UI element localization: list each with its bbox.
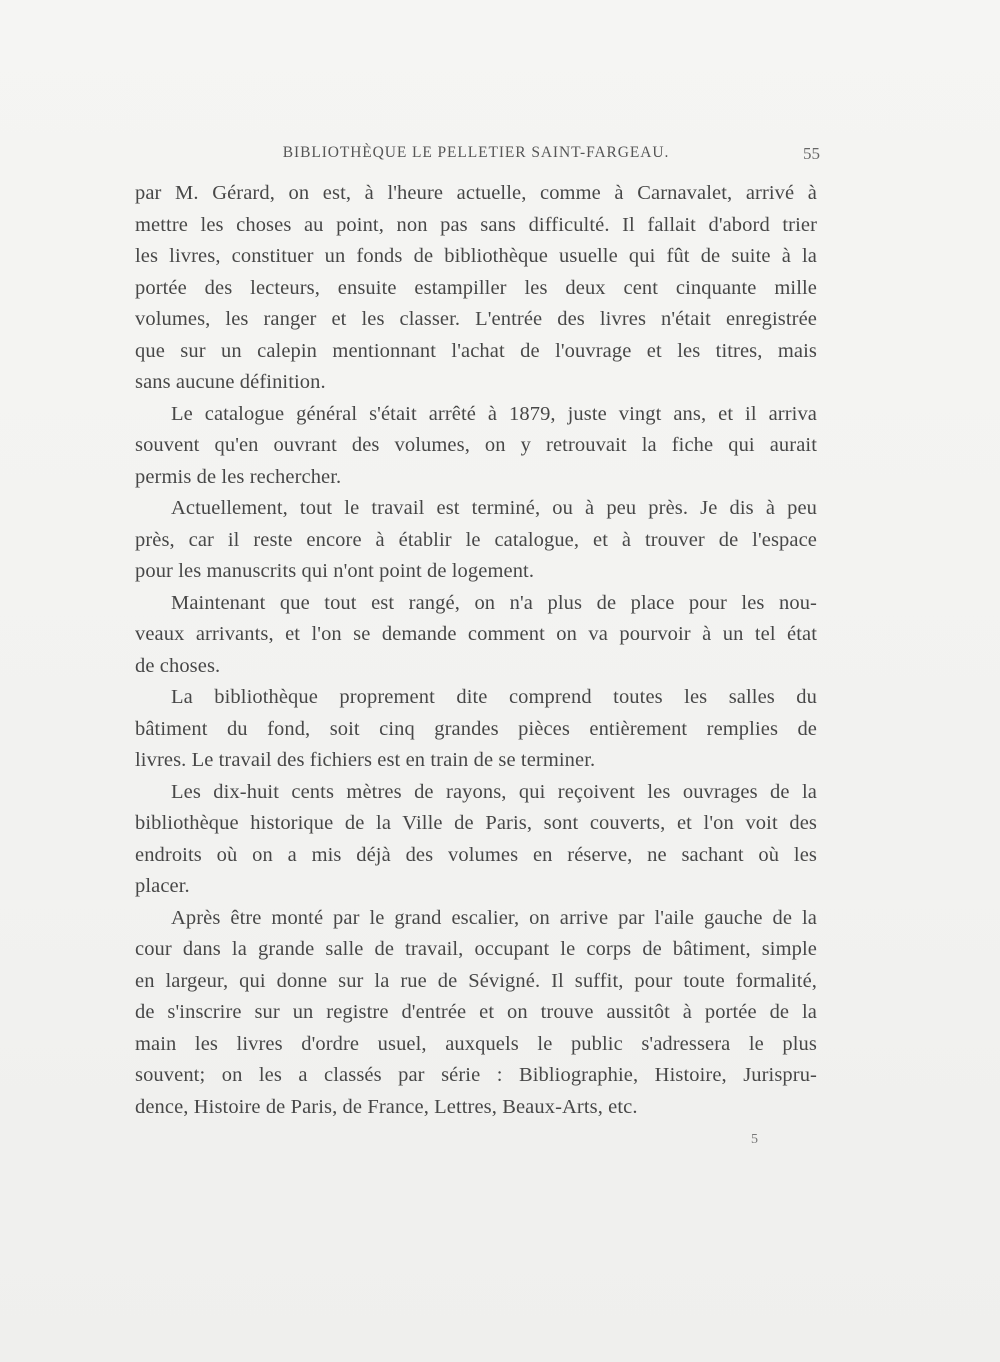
text-line: veaux arrivants, et l'on se demande comment on va pourvoir à un tel état (135, 623, 817, 645)
paragraph (135, 588, 817, 683)
running-head (135, 144, 820, 168)
text-line: livres. Le travail des fichiers est en train de se terminer. (135, 749, 596, 771)
text-line: permis de les rechercher. (135, 465, 342, 488)
text-line: de s'inscrire sur un registre d'entrée et on trouve aussitôt à portée de la (135, 1001, 817, 1023)
text-line: Après être monté par le grand escalier, on arrive par l'aile gauche de la (171, 906, 817, 929)
paragraph (135, 399, 817, 494)
text-line: souvent; on les a classés par série : Bibliographie, Histoire, Jurispru- (135, 1064, 817, 1086)
text-line: Actuellement, tout le travail est terminé, ou à peu près. Je dis à peu (171, 497, 817, 519)
body-text (135, 178, 817, 1123)
text-line: de choses. (135, 654, 221, 677)
paragraph (135, 777, 817, 903)
text-line: que sur un calepin mentionnant l'achat de l'ouvrage et les titres, mais (135, 339, 817, 362)
text-line: souvent qu'en ouvrant des volumes, on y retrouvait la fiche qui aurait (135, 434, 817, 456)
text-line: Le catalogue général s'était arrêté à 1879, juste vingt ans, et il arriva (171, 402, 817, 425)
text-line: cour dans la grande salle de travail, occupant le corps de bâtiment, simple (135, 938, 817, 960)
paragraph (135, 178, 817, 399)
paragraph (135, 493, 817, 588)
text-line: Les dix-huit cents mètres de rayons, qui reçoivent les ouvrages de la (171, 780, 817, 803)
paragraph (135, 682, 817, 777)
text-line: Maintenant que tout est rangé, on n'a plus de place pour les nou- (171, 591, 817, 614)
text-line: main les livres d'ordre usuel, auxquels le public s'adressera le plus (135, 1032, 817, 1055)
text-line: volumes, les ranger et les classer. L'entrée des livres n'était enregistrée (135, 308, 817, 330)
text-line: portée des lecteurs, ensuite estampiller les deux cent cinquante mille (135, 276, 817, 299)
running-title: BIBLIOTHÈQUE LE PELLETIER SAINT-FARGEAU. (282, 144, 670, 161)
text-line: par M. Gérard, on est, à l'heure actuelle, comme à Carnavalet, arrivé à (135, 182, 817, 204)
text-line: La bibliothèque proprement dite comprend toutes les salles du (171, 686, 817, 708)
text-line: les livres, constituer un fonds de bibliothèque usuelle qui fût de suite à la (135, 245, 817, 267)
text-line: bibliothèque historique de la Ville de Paris, sont couverts, et l'on voit des (135, 812, 817, 834)
text-line: en largeur, qui donne sur la rue de Sévigné. Il suffit, pour toute formalité, (135, 969, 817, 992)
text-line: près, car il reste encore à établir le catalogue, et à trouver de l'espace (135, 528, 817, 551)
text-line: mettre les choses au point, non pas sans difficulté. Il fallait d'abord trier (135, 213, 817, 236)
signature-mark: 5 (751, 1132, 758, 1147)
paragraph (135, 903, 817, 1124)
text-line: pour les manuscrits qui n'ont point de logement. (135, 560, 535, 582)
text-line: dence, Histoire de Paris, de France, Lettres, Beaux-Arts, etc. (135, 1095, 638, 1118)
text-line: sans aucune définition. (135, 371, 326, 393)
page-number: 55 (803, 144, 820, 163)
text-line: endroits où on a mis déjà des volumes en réserve, ne sachant où les (135, 843, 817, 866)
text-line: placer. (135, 875, 190, 897)
text-line: bâtiment du fond, soit cinq grandes pièces entièrement remplies de (135, 717, 817, 740)
